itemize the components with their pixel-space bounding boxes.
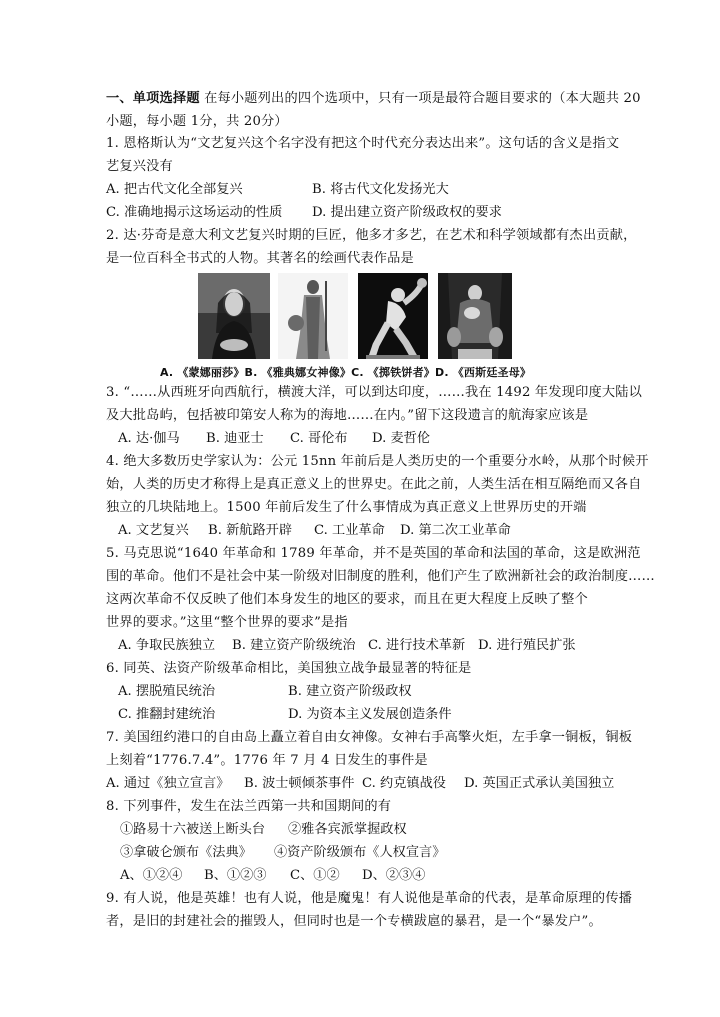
- q4-option-d: D. 第二次工业革命: [400, 523, 511, 538]
- q5-stem-cont: 围的革命。他们不是社会中某一阶级对旧制度的胜利，他们产生了欧洲新社会的政治制度……: [106, 569, 655, 584]
- q4-option-a: A. 文艺复兴: [118, 523, 189, 538]
- discobolus-image: [358, 273, 428, 359]
- q7-option-c: C. 约克镇战役: [362, 776, 446, 791]
- q4-stem-cont2: 独立的几块陆地上。1500 年前后发生了什么事情成为真正意义上世界历史的开端: [106, 500, 587, 515]
- q3-option-b: B. 迪亚士: [206, 431, 264, 446]
- artwork-images: [198, 273, 516, 363]
- q2-stem-cont: 是一位百科全书式的人物。其著名的绘画代表作品是: [106, 251, 414, 266]
- q1-option-d: D. 提出建立资产阶级政权的要求: [312, 205, 502, 220]
- q4-option-b: B. 新航路开辟: [208, 523, 293, 538]
- q5-stem-cont2: 这两次革命不仅反映了他们本身发生的地区的要求，而且在更大程度上反映了整个: [106, 592, 588, 607]
- q3-stem-cont: 及大批岛屿，包括被印第安人称为的海地……在内。”留下这段遗言的航海家应该是: [106, 408, 589, 423]
- q6-stem: 6. 同英、法资产阶级革命相比，美国独立战争最显著的特征是: [106, 661, 472, 676]
- q8-option-a: A、①②④: [120, 868, 183, 883]
- q4-stem-cont: 始，人类的历史才称得上是真正意义上的世界史。在此之前，人类生活在相互隔绝而又各自: [106, 477, 642, 492]
- section-intro: 在每小题列出的四个选项中，只有一项是最符合题目要求的（本大题共 20: [204, 91, 641, 106]
- q1-option-b: B. 将古代文化发扬光大: [312, 182, 449, 197]
- q6-option-c: C. 推翻封建统治: [118, 707, 216, 722]
- q9-stem: 9. 有人说，他是英雄！也有人说，他是魔鬼！有人说他是革命的代表，是革命原理的传播: [106, 891, 633, 906]
- q8-item-2: ②雅各宾派掌握政权: [288, 822, 407, 837]
- q1-option-a: A. 把古代文化全部复兴: [106, 182, 243, 197]
- q5-option-a: A. 争取民族独立: [118, 638, 216, 653]
- q7-stem: 7. 美国纽约港口的自由岛上矗立着自由女神像。女神右手高擎火炬，左手拿一铜板，铜板: [106, 730, 633, 745]
- athena-statue-image: [278, 273, 348, 359]
- sistine-madonna-image: [438, 273, 512, 359]
- section-intro-cont: 小题，每小题 1分，共 20分）: [106, 114, 288, 129]
- q8-option-d: D、②③④: [362, 868, 426, 883]
- mona-lisa-image: [198, 273, 270, 359]
- q1-stem: 1. 恩格斯认为“文艺复兴这个名字没有把这个时代充分表达出来”。这句话的含义是指文: [106, 136, 620, 151]
- q3-option-d: D. 麦哲伦: [372, 431, 431, 446]
- q6-option-b: B. 建立资产阶级政权: [288, 684, 412, 699]
- q1-option-c: C. 准确地揭示这场运动的性质: [106, 205, 283, 220]
- q6-option-d: D. 为资本主义发展创造条件: [288, 707, 452, 722]
- q8-item-4: ④资产阶级颁布《人权宣言》: [274, 845, 446, 860]
- section-header: [106, 89, 641, 109]
- q9-stem-cont: 者，是旧的封建社会的摧毁人，但同时也是一个专横跋扈的暴君，是一个“暴发户”。: [106, 914, 602, 929]
- q5-stem: 5. 马克思说“1640 年革命和 1789 年革命，并不是英国的革命和法国的革命，这是欧洲范: [106, 546, 641, 561]
- q5-stem-cont3: 世界的要求。”这里“整个世界的要求”是指: [106, 615, 348, 630]
- q8-option-c: C、①②: [290, 868, 340, 883]
- q6-option-a: A. 摆脱殖民统治: [118, 684, 216, 699]
- q8-item-1: ①路易十六被送上断头台: [120, 822, 266, 837]
- q7-option-b: B. 波士顿倾茶事件: [244, 776, 355, 791]
- q7-option-d: D. 英国正式承认美国独立: [464, 776, 615, 791]
- q1-stem-cont: 艺复兴没有: [106, 159, 173, 174]
- q5-option-b: B. 建立资产阶级统治: [232, 638, 356, 653]
- q3-option-a: A. 达·伽马: [118, 431, 180, 446]
- section-heading: 一、单项选择题: [106, 91, 200, 106]
- q8-item-3: ③拿破仑颁布《法典》: [120, 845, 252, 860]
- q5-option-d: D. 进行殖民扩张: [478, 638, 576, 653]
- q5-option-c: C. 进行技术革新: [368, 638, 466, 653]
- q7-stem-cont: 上刻着“1776.7.4”。1776 年 7 月 4 日发生的事件是: [106, 753, 428, 768]
- q3-stem: 3. “……从西班牙向西航行，横渡大洋，可以到达印度，……我在 1492 年发现印度大陆以: [106, 385, 643, 400]
- q7-option-a: A. 通过《独立宣言》: [106, 776, 230, 791]
- q3-option-c: C. 哥伦布: [290, 431, 348, 446]
- q8-stem: 8. 下列事件，发生在法兰西第一共和国期间的有: [106, 799, 392, 814]
- artwork-caption: A. 《蒙娜丽莎》B. 《雅典娜女神像》C. 《掷铁饼者》D. 《西斯廷圣母》: [160, 366, 532, 379]
- q2-stem: 2. 达·芬奇是意大利文艺复兴时期的巨匠，他多才多艺，在艺术和科学领域都有杰出贡献，: [106, 228, 637, 243]
- q4-stem: 4. 绝大多数历史学家认为：公元 15nn 年前后是人类历史的一个重要分水岭，从那个时候开: [106, 454, 649, 469]
- q4-option-c: C. 工业革命: [314, 523, 385, 538]
- q8-option-b: B、①②③: [204, 868, 267, 883]
